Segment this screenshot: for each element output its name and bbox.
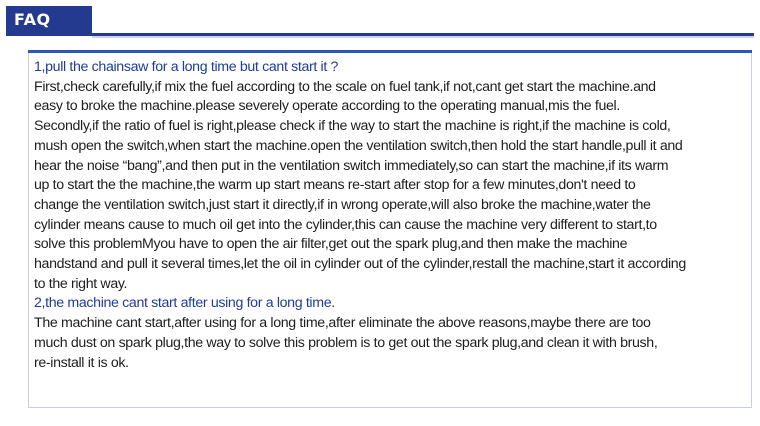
faq-answer-1-line: up to start the the machine,the warm up start means re-start after stop for a few minutes,don't need to xyxy=(34,177,636,194)
faq-answer-2-line: much dust on spark plug,the way to solve this problem is to get out the spark plug,and clean it with brush, xyxy=(34,334,658,351)
faq-content xyxy=(34,58,746,373)
faq-answer-1-line: handstand and pull it several times,let the oil in cylinder out of the cylinder,restall the machine,start it according xyxy=(34,256,686,273)
faq-answer-1-line: cylinder means cause to much oil get into the cylinder,this can cause the machine very different to start,to xyxy=(34,216,657,233)
faq-title-tab: FAQ xyxy=(6,6,92,34)
faq-answer-1-line: Secondly,if the ratio of fuel is right,please check if the way to start the machine is right,if the machine is cold, xyxy=(34,118,671,135)
faq-answer-1-line: easy to broke the machine.please severely operate according to the operating manual,mis the fuel. xyxy=(34,98,620,115)
faq-answer-1-line: to the right way. xyxy=(34,275,128,292)
faq-answer-1-line: solve this problemMyou have to open the air filter,get out the spark plug,and then make the machine xyxy=(34,236,628,253)
header-divider-shadow xyxy=(92,36,754,38)
faq-question-1: 1,pull the chainsaw for a long time but cant start it ? xyxy=(34,59,339,75)
faq-answer-2-line: re-install it is ok. xyxy=(34,354,129,371)
faq-answer-2-line: The machine cant start,after using for a long time,after eliminate the above reasons,maybe there are too xyxy=(34,315,651,332)
faq-box-top-rule xyxy=(28,50,752,53)
faq-answer-1-line: change the ventilation switch,just start it directly,if in wrong operate,will also broke the machine,water the xyxy=(34,196,651,213)
faq-header xyxy=(0,0,760,40)
faq-question-2: 2,the machine cant start after using for a long time. xyxy=(34,295,335,312)
faq-answer-1-line: hear the noise “bang”,and then put in the ventilation switch immediately,so can start the machine,if its warm xyxy=(34,157,669,174)
faq-answer-1-line: mush open the switch,when start the machine.open the ventilation switch,then hold the start handle,pull it and xyxy=(34,137,683,154)
faq-answer-1-line: First,check carefully,if mix the fuel according to the scale on fuel tank,if not,cant get start the machine.and xyxy=(34,78,656,95)
